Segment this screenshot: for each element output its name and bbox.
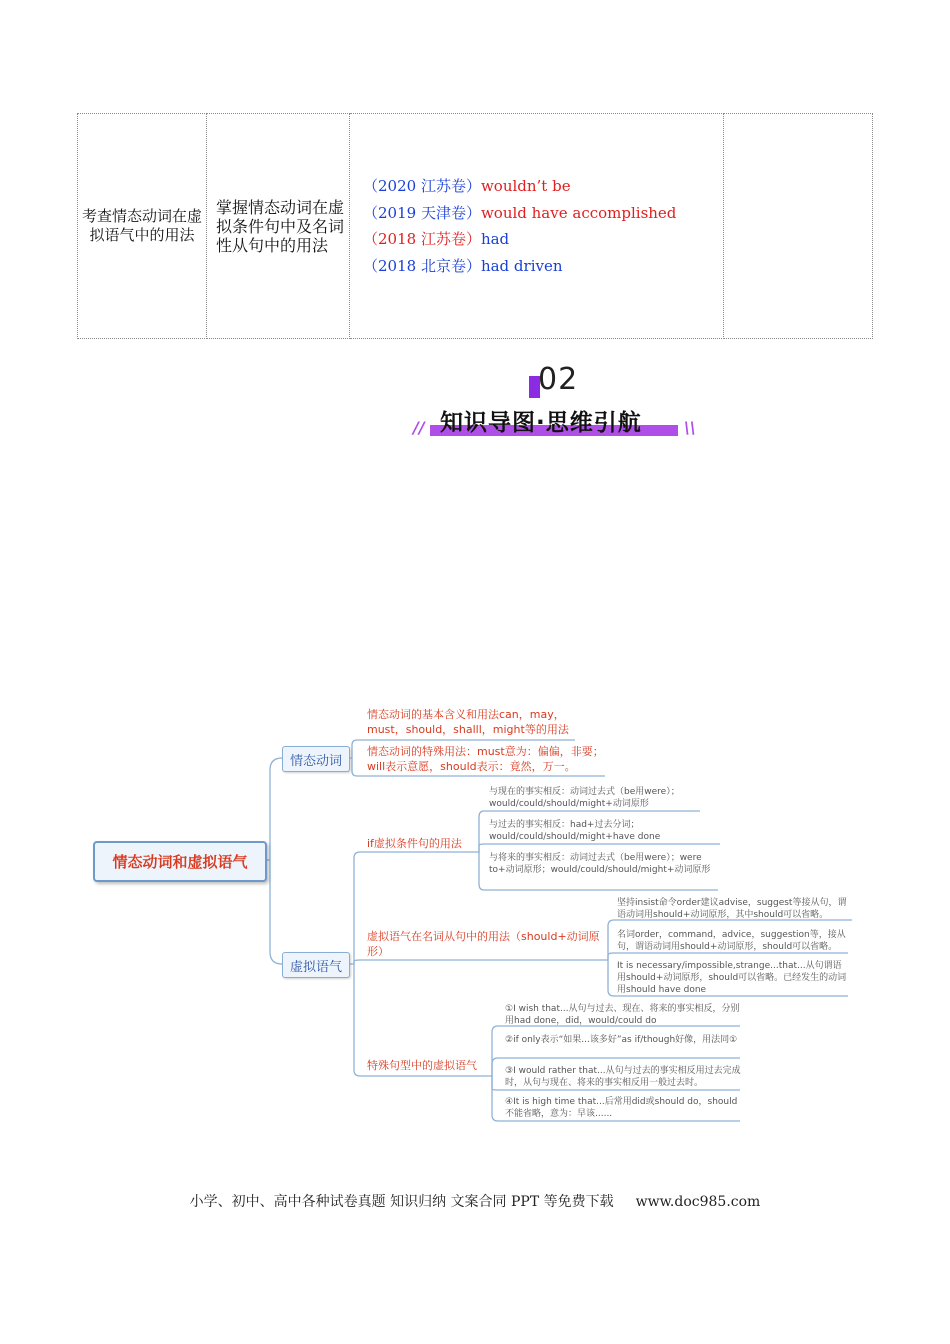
special-leaf-wish: ①I wish that...从句与过去、现在、将来的事实相反，分别用had done，did，would/could do bbox=[505, 1004, 740, 1026]
noun-leaf-verbs: 坚持insist命令order建议advise，suggest等接从句，谓语动词用should+动词原形，其中should可以省略。 bbox=[617, 898, 847, 920]
slash-decoration-right: \\ bbox=[684, 418, 696, 437]
mindmap-root-node: 情态动词和虚拟语气 bbox=[93, 841, 267, 882]
if-leaf-future: 与将来的事实相反：动词过去式（be用were）；were to+动词原形；would/could/should/might+动词原形 bbox=[489, 853, 711, 875]
special-leaf-would-rather: ③I would rather that...从句与过去的事实相反用过去完成时，从句与现在、将来的事实相反用一般过去时。 bbox=[505, 1066, 741, 1088]
mindmap-node-subjunctive: 虚拟语气 bbox=[282, 952, 350, 978]
special-leaf-if-only: ②if only表示“如果...该多好”as if/though好像，用法同① bbox=[505, 1035, 738, 1045]
noun-leaf-nouns: 名词order，command，advice，suggestion等，接从句，谓语动词用should+动词原形，should可以省略。 bbox=[617, 930, 846, 952]
if-leaf-present: 与现在的事实相反：动词过去式（be用were）；would/could/should/might+动词原形 bbox=[489, 787, 680, 809]
example-line: （2018 北京卷）had driven bbox=[363, 256, 563, 275]
subj-node-if-clause: if虚拟条件句的用法 bbox=[367, 837, 462, 850]
subj-node-noun-clause: 虚拟语气在名词从句中的用法（should+动词原形） bbox=[367, 930, 600, 958]
example-line: （2020 江苏卷）wouldn’t be bbox=[363, 177, 571, 195]
modal-leaf-special: 情态动词的特殊用法：must意为：偏偏，非要；will表示意愿，should表示：竟然，万一。 bbox=[367, 745, 604, 773]
connector-if-2 bbox=[479, 844, 720, 852]
subj-node-special: 特殊句型中的虚拟语气 bbox=[367, 1059, 477, 1072]
connector-root-subj bbox=[270, 860, 284, 964]
mindmap-node-modal-verbs: 情态动词 bbox=[282, 746, 350, 772]
exam-focus-text: 考查情态动词在虚拟语气中的用法 bbox=[82, 207, 203, 244]
section-number: 02 bbox=[538, 362, 579, 397]
section-title: 知识导图·思维引航 bbox=[440, 410, 642, 436]
footer-site-link[interactable]: www.doc985.com bbox=[635, 1194, 761, 1210]
example-line: （2019 天津卷）would have accomplished bbox=[363, 203, 677, 222]
if-leaf-past: 与过去的事实相反：had+过去分词；would/could/should/might+have done bbox=[489, 820, 661, 842]
page-footer bbox=[0, 1191, 950, 1211]
mastery-goal-text: 掌握情态动词在虚拟条件句中及名词性从句中的用法 bbox=[216, 197, 345, 255]
connector-noun bbox=[354, 960, 605, 964]
modal-leaf-basic: 情态动词的基本含义和用法can，may，must，should，shalll，might等的用法 bbox=[367, 708, 569, 736]
special-leaf-high-time: ④It is high time that...后常用did或should do，should不能省略，意为：早该...... bbox=[505, 1097, 738, 1119]
footer-tagline: 小学、初中、高中各种试卷真题 知识归纳 文案合同 PPT 等免费下载 bbox=[189, 1194, 614, 1210]
connector-noun-2 bbox=[608, 953, 848, 960]
slash-decoration-left: // bbox=[413, 418, 425, 437]
noun-leaf-it-is: It is necessary/impossible,strange...that...从句谓语用should+动词原形，should可以省略。已经发生的动词用should have done bbox=[617, 961, 847, 995]
example-line: （2018 江苏卷）had bbox=[363, 230, 510, 248]
